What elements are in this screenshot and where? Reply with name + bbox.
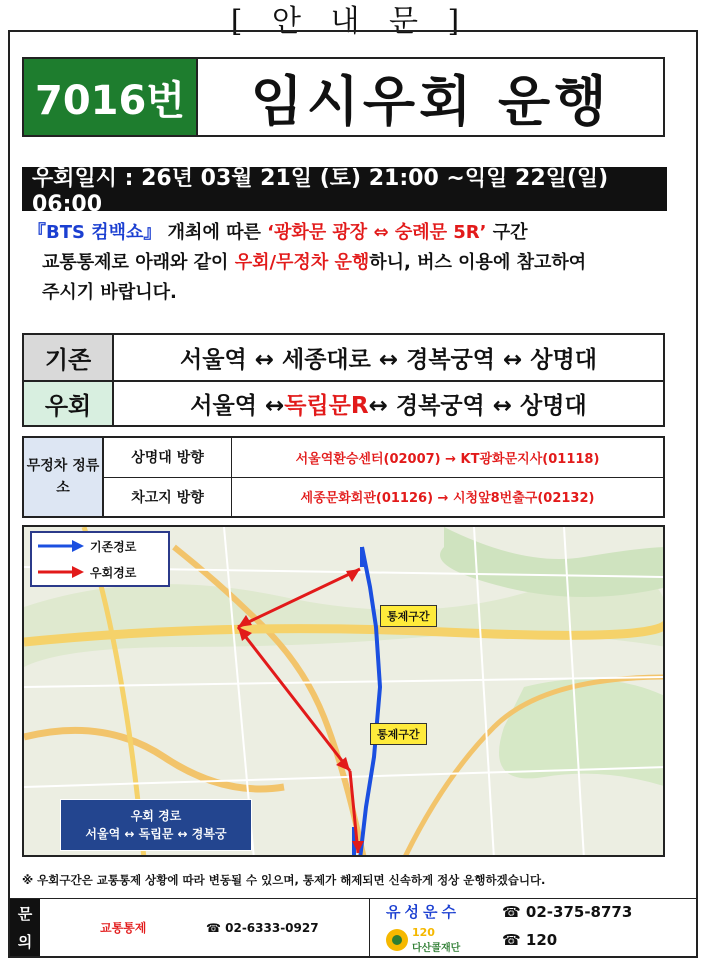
detour-route-red: 독립문R xyxy=(284,393,369,419)
notice-text xyxy=(28,218,668,308)
notice-heading: [ 안 내 문 ] xyxy=(230,2,470,42)
nonstop-table xyxy=(22,436,665,518)
contact-dept xyxy=(40,899,370,956)
event-name: 『BTS 컴백쇼』 xyxy=(28,222,162,243)
detour-route-box xyxy=(60,799,252,851)
legend-detour-label: 우회경로 xyxy=(90,565,137,580)
title-box xyxy=(22,57,665,137)
detour-route-value xyxy=(114,382,663,425)
stop-direction: 상명대 방향 xyxy=(104,438,232,477)
control-section-label-1: 통제구간 xyxy=(380,605,437,627)
detour-box-route: 서울역 ↔ 독립문 ↔ 경복궁 xyxy=(85,827,227,841)
callcenter-row xyxy=(386,926,696,954)
notice-line2-a: 교통통제로 아래와 같이 xyxy=(42,252,235,273)
nonstop-rows xyxy=(104,438,663,516)
dept-name: 교통통제 xyxy=(100,921,147,935)
detour-route-b: ↔ 경복궁역 ↔ 상명대 xyxy=(368,393,587,419)
detour-route-label: 우회 xyxy=(24,382,114,425)
nonstop-head: 무정차 정류소 xyxy=(24,438,104,516)
base-route-value: 서울역 ↔ 세종대로 ↔ 경복궁역 ↔ 상명대 xyxy=(180,347,597,373)
notice-line2-b: 하니, 버스 이용에 참고하여 xyxy=(369,252,587,273)
notice-line-1 xyxy=(28,218,668,248)
notice-part2: 구간 xyxy=(486,222,528,243)
contact-company xyxy=(370,899,696,956)
company-name: 유성운수 xyxy=(386,903,460,921)
dept-phone: ☎ 02-6333-0927 xyxy=(206,920,319,935)
dasan-call-logo xyxy=(386,926,502,954)
contact-section xyxy=(10,898,696,956)
map-legend xyxy=(30,531,170,587)
legend-detour xyxy=(32,559,168,585)
logo-number: 120 xyxy=(412,926,435,939)
blue-arrow-icon xyxy=(38,540,84,552)
table-row xyxy=(104,477,663,517)
legend-existing-label: 기존경로 xyxy=(90,539,137,554)
notice-part1: 개최에 따른 xyxy=(161,222,268,243)
base-route-label: 기존 xyxy=(24,335,114,380)
route-table xyxy=(22,333,665,427)
dasan-emblem-icon xyxy=(386,929,408,951)
route-row-base xyxy=(24,335,663,380)
company-phone: ☎ 02-375-8773 xyxy=(502,902,633,921)
detour-box-title: 우회 경로 xyxy=(130,809,182,823)
notice-line2-red: 우회/무정차 운행 xyxy=(234,252,370,273)
control-section-label-2: 통제구간 xyxy=(370,723,427,745)
notice-line-3: 주시기 바랍니다. xyxy=(42,282,177,303)
stop-list: 서울역환승센터(02007) → KT광화문지사(01118) xyxy=(295,451,600,467)
table-row xyxy=(104,438,663,477)
footnote: ※ 우회구간은 교통통제 상황에 따라 변동될 수 있으며, 통제가 해제되면 신속하게 정상 운행하겠습니다. xyxy=(22,873,546,887)
red-arrow-icon xyxy=(38,566,84,578)
callcenter-phone: ☎ 120 xyxy=(502,931,558,949)
legend-existing xyxy=(32,533,168,559)
contact-head-1: 문 xyxy=(17,904,33,923)
contact-heading xyxy=(10,899,40,956)
route-map xyxy=(22,525,665,857)
logo-text: 다산콜재단 xyxy=(412,943,461,954)
notice-line-2 xyxy=(28,248,668,278)
control-section: ‘광화문 광장 ⇔ 숭례문 5R’ xyxy=(267,222,487,243)
stop-direction: 차고지 방향 xyxy=(104,478,232,517)
page-title: 임시우회 운행 xyxy=(250,69,611,133)
route-row-detour xyxy=(24,380,663,425)
schedule-bar: 우회일시 : 26년 03월 21일 (토) 21:00 ~익일 22일(일) 06:00 xyxy=(22,167,667,211)
contact-head-2: 의 xyxy=(17,933,33,952)
stop-list: 세종문화회관(01126) → 시청앞8번출구(02132) xyxy=(300,491,595,507)
detour-route-a: 서울역 ↔ xyxy=(190,393,285,419)
route-number: 7016번 xyxy=(24,59,198,135)
company-row xyxy=(386,901,696,922)
